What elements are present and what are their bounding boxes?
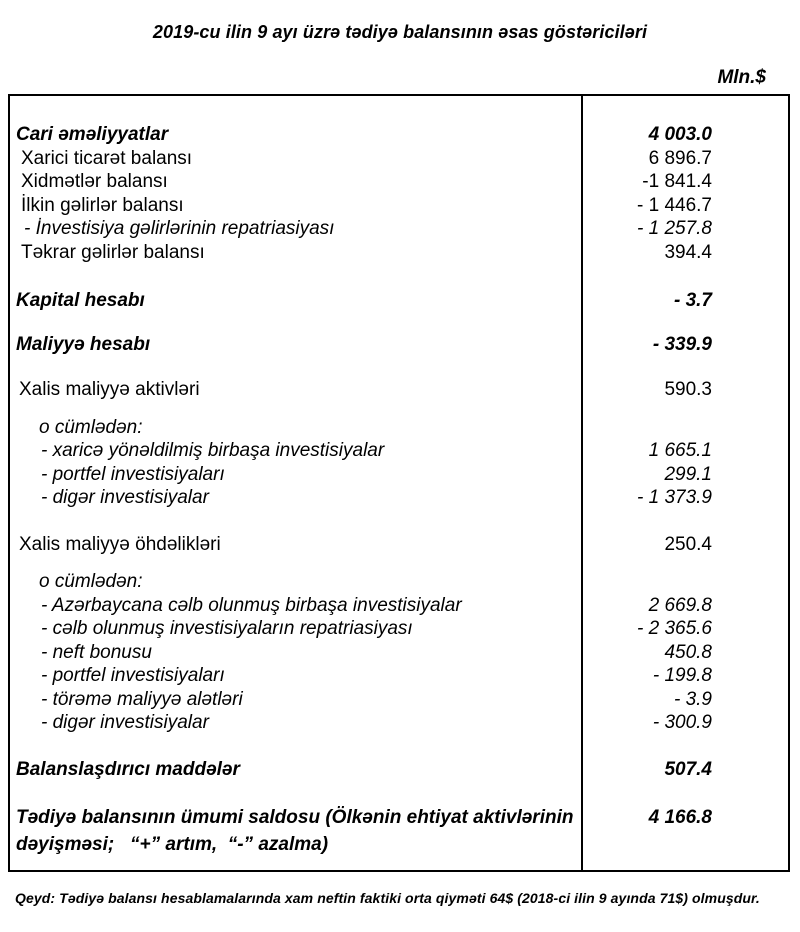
section-gap xyxy=(10,402,788,416)
row-value: 299.1 xyxy=(664,463,712,485)
table-row-kapital-hesabi xyxy=(10,289,788,313)
row-value: 450.8 xyxy=(664,641,712,663)
page-title: 2019-cu ilin 9 ayı üzrə tədiyə balansının əsas göstəriciləri xyxy=(152,22,648,42)
footnote: Qeyd: Tədiyə balansı hesablamalarında xam neftin faktiki orta qiyməti 64$ (2018-ci ilin 9 ayında 71$) olmuşdur. xyxy=(15,890,760,906)
row-value: 250.4 xyxy=(664,533,712,555)
row-label: Cari əməliyyatlar xyxy=(16,124,169,145)
row-value: - 339.9 xyxy=(652,333,712,355)
row-label: - portfel investisiyaları xyxy=(41,463,225,485)
table-row-xarice-yoneldilmis xyxy=(10,439,788,463)
row-label: - Azərbaycana cəlb olunmuş birbaşa investisiyalar xyxy=(41,594,462,616)
section-gap xyxy=(10,313,788,333)
table-row-diger-2 xyxy=(10,711,788,735)
row-label: Xalis maliyyə öhdəlikləri xyxy=(19,533,221,555)
row-value: 4 166.8 xyxy=(648,807,712,828)
row-value: -1 841.4 xyxy=(642,171,712,192)
table-row-cari-emeliyyatlar xyxy=(10,123,788,147)
row-label: o cümlədən: xyxy=(39,416,143,438)
row-label: İlkin gəlirlər balansı xyxy=(21,194,184,216)
row-label: - digər investisiyalar xyxy=(41,712,209,733)
table-row-toreme-maliyye xyxy=(10,688,788,712)
unit-label: Mln.$ xyxy=(717,67,766,88)
row-value: 4 003.0 xyxy=(648,124,712,145)
row-value: - 1 446.7 xyxy=(637,194,712,216)
row-value: 590.3 xyxy=(664,379,712,400)
row-value: - 1 373.9 xyxy=(637,487,712,508)
row-label: - neft bonusu xyxy=(41,641,152,663)
table-row-neft-bonusu xyxy=(10,641,788,665)
row-label: - törəmə maliyyə alətləri xyxy=(41,688,243,710)
row-value: 1 665.1 xyxy=(648,440,712,461)
row-value: - 2 365.6 xyxy=(637,618,712,639)
row-label: Kapital hesabı xyxy=(16,290,145,311)
section-gap xyxy=(10,781,788,804)
table-row-diger-1 xyxy=(10,486,788,510)
row-value: - 300.9 xyxy=(652,712,712,733)
row-value: 6 896.7 xyxy=(648,147,712,169)
column-divider xyxy=(581,96,583,870)
table-row-umumi-saldo xyxy=(10,804,788,858)
table-row-xalis-aktivler xyxy=(10,378,788,402)
section-gap xyxy=(10,735,788,758)
row-label: Tədiyə balansının ümumi saldosu (Ölkənin ehtiyat aktivlərinin dəyişməsi; “+” artım, “-” azalma) xyxy=(16,807,579,855)
row-label: Xarici ticarət balansı xyxy=(21,147,193,169)
balance-table xyxy=(8,94,790,872)
row-label: - İnvestisiya gəlirlərinin repatriasiyası xyxy=(24,218,335,239)
table-row-ilkin-gelirler xyxy=(10,194,788,218)
section-gap xyxy=(10,556,788,570)
row-label: Təkrar gəlirlər balansı xyxy=(21,241,205,263)
table-row-balanslasdirici xyxy=(10,758,788,782)
row-label: Balanslaşdırıcı maddələr xyxy=(16,758,240,780)
row-label: - cəlb olunmuş investisiyaların repatriasiyası xyxy=(41,618,413,639)
section-gap xyxy=(10,356,788,378)
table-row-investisiya-repatriasiyasi xyxy=(10,217,788,241)
row-label: - digər investisiyalar xyxy=(41,487,209,508)
row-value: 394.4 xyxy=(664,241,712,263)
row-label: - portfel investisiyaları xyxy=(41,665,225,686)
table-row-o-cumleden-2 xyxy=(10,570,788,594)
row-label: o cümlədən: xyxy=(39,571,143,592)
row-value: 2 669.8 xyxy=(648,594,712,616)
row-value: - 3.7 xyxy=(673,290,712,311)
table-row-tekrar-gelirler xyxy=(10,241,788,265)
section-gap xyxy=(10,264,788,289)
row-label: Xalis maliyyə aktivləri xyxy=(19,379,200,400)
row-value: - 1 257.8 xyxy=(637,218,712,239)
row-value: 507.4 xyxy=(664,758,712,780)
row-label: Xidmətlər balansı xyxy=(21,171,168,192)
table-row-celb-repatriasiyasi xyxy=(10,617,788,641)
table-row-o-cumleden-1 xyxy=(10,416,788,440)
table-row-azerbaycana-celb xyxy=(10,594,788,618)
table-row-portfel-2 xyxy=(10,664,788,688)
table-row-xalis-ohdelikler xyxy=(10,533,788,557)
table-row-maliyye-hesabi xyxy=(10,333,788,357)
row-value: - 3.9 xyxy=(673,688,712,710)
section-gap xyxy=(10,510,788,533)
row-label: - xaricə yönəldilmiş birbaşa investisiyalar xyxy=(41,440,385,461)
table-row-portfel-1 xyxy=(10,463,788,487)
row-label: Maliyyə hesabı xyxy=(16,333,151,355)
table-row-xidmetler xyxy=(10,170,788,194)
table-row-xarici-ticaret xyxy=(10,147,788,171)
row-value: - 199.8 xyxy=(652,665,712,686)
